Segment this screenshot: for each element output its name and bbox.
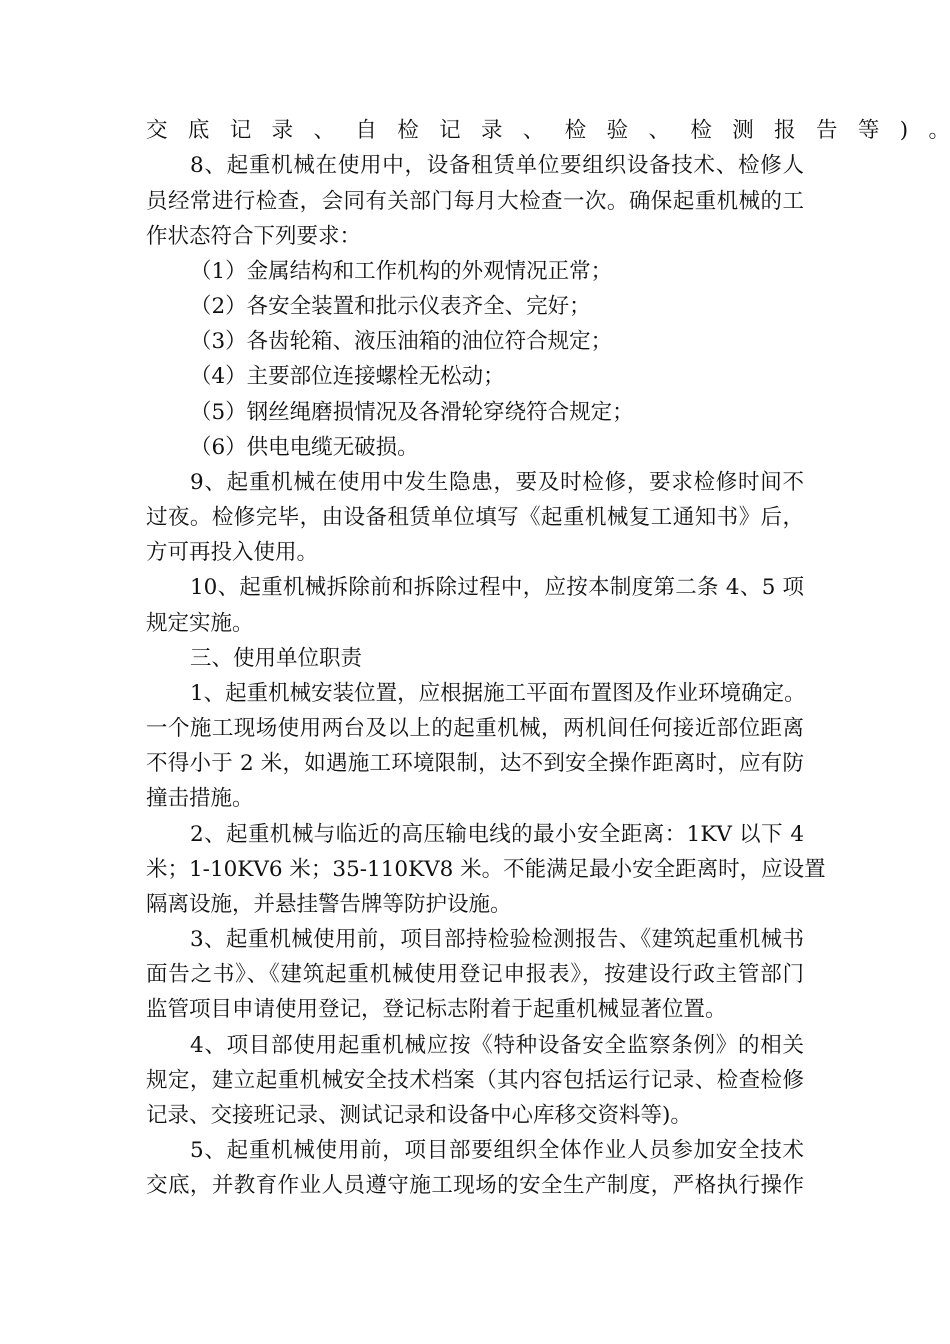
list-item: （4）主要部位连接螺栓无松动；: [190, 364, 505, 389]
text-line: 米；1-10KV6 米；35-110KV8 米。不能满足最小安全距离时，应设置: [146, 857, 826, 882]
text-line: 交底记录、自检记录、检验、检测报告等)。: [146, 118, 950, 143]
text-line: 交底，并教育作业人员遵守施工现场的安全生产制度，严格执行操作: [146, 1173, 804, 1198]
text-line: 监管项目申请使用登记，登记标志附着于起重机械显著位置。: [146, 997, 727, 1022]
text-line: 规定实施。: [146, 611, 254, 636]
text-line: 作状态符合下列要求：: [146, 224, 362, 249]
text-line: 规定，建立起重机械安全技术档案（其内容包括运行记录、检查检修: [146, 1068, 804, 1093]
text-line: 撞击措施。: [146, 786, 254, 811]
list-item: （5）钢丝绳磨损情况及各滑轮穿绕符合规定；: [190, 400, 634, 425]
text-line: 9、起重机械在使用中发生隐患，要及时检修，要求检修时间不: [190, 470, 804, 495]
text-line: 4、项目部使用起重机械应按《特种设备安全监察条例》的相关: [190, 1033, 804, 1058]
text-line: 方可再投入使用。: [146, 540, 319, 565]
text-line: 面告之书》、《建筑起重机械使用登记申报表》，按建设行政主管部门: [146, 962, 804, 987]
text-line: 隔离设施，并悬挂警告牌等防护设施。: [146, 892, 512, 917]
list-item: （2）各安全装置和批示仪表齐全、完好；: [190, 294, 591, 319]
text-line: 记录、交接班记录、测试记录和设备中心库移交资料等)。: [146, 1103, 692, 1128]
text-line: 过夜。检修完毕，由设备租赁单位填写《起重机械复工通知书》后，: [146, 505, 804, 530]
list-item: （1）金属结构和工作机构的外观情况正常；: [190, 259, 613, 284]
text-line: 10、起重机械拆除前和拆除过程中，应按本制度第二条 4、5 项: [190, 575, 804, 600]
text-line: 员经常进行检查，会同有关部门每月大检查一次。确保起重机械的工: [146, 189, 804, 214]
text-line: 5、起重机械使用前，项目部要组织全体作业人员参加安全技术: [190, 1138, 804, 1163]
text-line: 2、起重机械与临近的高压输电线的最小安全距离：1KV 以下 4: [190, 822, 804, 847]
text-line: 不得小于 2 米，如遇施工环境限制，达不到安全操作距离时，应有防: [146, 751, 804, 776]
text-line: 1、起重机械安装位置，应根据施工平面布置图及作业环境确定。: [190, 681, 806, 706]
text-line: 3、起重机械使用前，项目部持检验检测报告、《建筑起重机械书: [190, 927, 804, 952]
text-line: 一个施工现场使用两台及以上的起重机械，两机间任何接近部位距离: [146, 716, 804, 741]
text-line: 8、起重机械在使用中，设备租赁单位要组织设备技术、检修人: [190, 153, 804, 178]
list-item: （3）各齿轮箱、液压油箱的油位符合规定；: [190, 329, 613, 354]
section-heading: 三、使用单位职责: [190, 646, 363, 671]
list-item: （6）供电电缆无破损。: [190, 435, 419, 460]
